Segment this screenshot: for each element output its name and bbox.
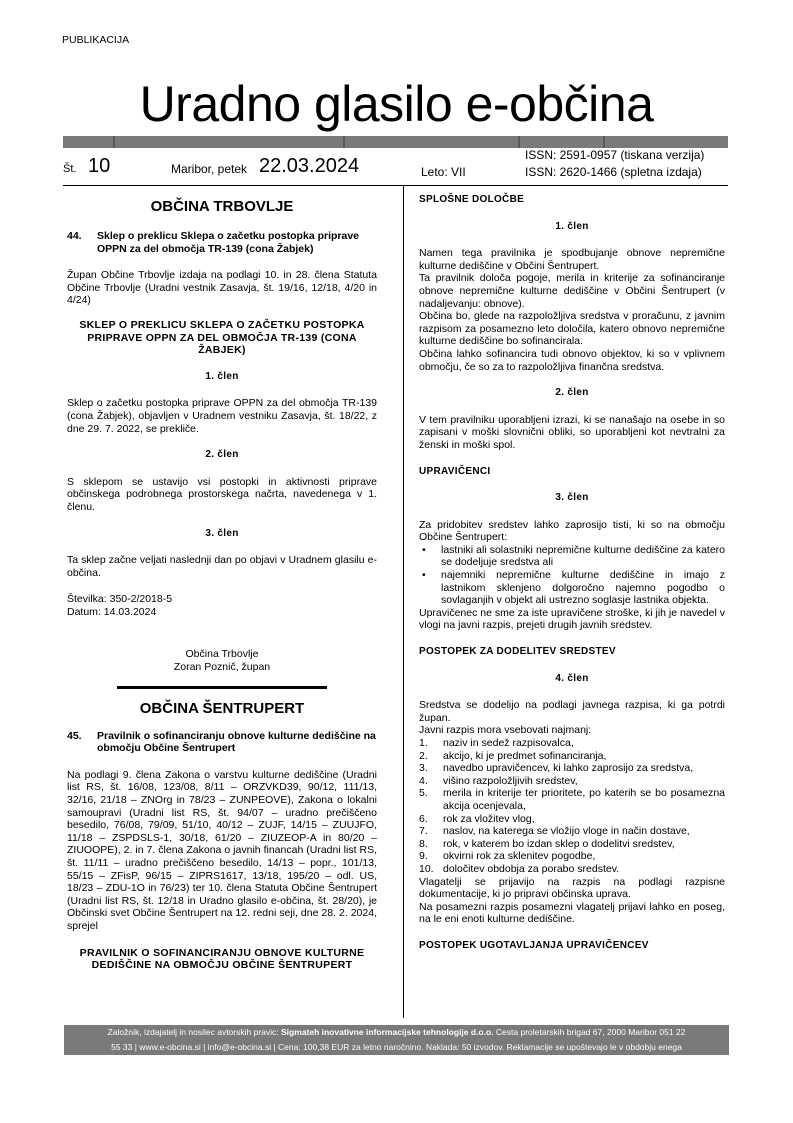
article-4-heading: 4. člen — [555, 672, 589, 684]
footer-line-2: 55 33 | www.e-obcina.si | info@e-obcina.si | Cena: 100,38 EUR za letno naročnino. Naklada: 50 izvodov. Reklamacije se upoštevajo le v obdobju enega — [111, 1042, 682, 1052]
section-separator — [117, 686, 327, 689]
article-1-heading: 1. člen — [555, 220, 589, 232]
item-44-article-3-text: Ta sklep začne veljati naslednji dan po objavi v Uradnem glasilu e-občina. — [67, 554, 377, 579]
article-4-text: Sredstva se dodelijo na podlagi javnega razpisa, ki ga potrdi župan. Javni razpis mora vsebovati najmanj: — [419, 699, 725, 737]
issue-prefix: Št. — [63, 163, 77, 175]
item-45-number: 45. — [67, 729, 82, 742]
item-45 — [67, 730, 377, 755]
title-bar-tick — [518, 136, 520, 148]
issue-header — [63, 148, 728, 183]
list-item: 4. višino razpoložljivih sredstev, — [419, 774, 578, 787]
article-3-after-text: Upravičenec ne sme za iste upravičene stroške, ki jih je navedel v vlogi na javni razpis, prejeti drugih javnih sredstev. — [419, 606, 725, 632]
section-beneficiary-determination: POSTOPEK UGOTAVLJANJA UPRAVIČENCEV — [419, 939, 649, 951]
article-3-bullets — [419, 544, 725, 607]
column-divider — [403, 186, 404, 1018]
list-item: 3. navedbo upravičencev, ki lahko zaprosijo za sredstva, — [419, 762, 694, 775]
list-item: 6. rok za vložitev vlog, — [419, 812, 535, 825]
item-44-article-2-text: S sklepom se ustavijo vsi postopki in aktivnosti priprave občinskega podrobnega prostorskega načrta, navedenega v 1. členu. — [67, 475, 377, 513]
list-item: • lastniki ali solastniki nepremične kulturne dediščine za katero se dodeljuje sredstva ali — [419, 544, 725, 569]
article-1-text: Namen tega pravilnika je spodbujanje obnove nepremične kulturne dediščine v Občini Šentrupert. Ta pravilnik določa pogoje, merila in kriterije za sofinanciranje obnove nepremične kulturne dediščine v Občini Šentrupert (v nadaljevanju: obnove). Občina bo, glede na razpoložljiva sredstva v proračunu, z javnim razpisom za posamezno leto določila, katero obnovo nepremične kulturne dediščine bo sofinancirala. Občina lahko sofinancira tudi obnovo objektov, ki so v vplivnem območju, če so za to razpoložljiva finančna sredstva. — [419, 247, 725, 373]
item-44 — [67, 230, 377, 255]
place-date-prefix: Maribor, petek — [171, 162, 248, 176]
item-44-number-ref: Številka: 350-2/2018-5 — [67, 593, 173, 606]
item-44-article-1-text: Sklep o začetku postopka priprave OPPN za del območja TR-139 (cona Žabjek), objavljen v Uradnem vestniku Zasavja, št. 18/22, z dne 29. 7. 2022, se prekliče. — [67, 397, 377, 435]
article-2-text: V tem pravilniku uporabljeni izrazi, ki se nanašajo na osebe in so zapisani v moški slovnični obliki, so uporabljeni kot nevtralni za ženski in moški spol. — [419, 413, 725, 451]
list-item: 2. akcijo, ki je predmet sofinanciranja, — [419, 749, 607, 762]
gazette-title: Uradno glasilo e-občina — [139, 76, 654, 132]
article-3-text: Za pridobitev sredstev lahko zaprosijo tisti, ki so na območju Občine Šentrupert: — [419, 518, 725, 544]
item-45-intro: Na podlagi 9. člena Zakona o varstvu kulturne dediščine (Uradni list RS, št. 16/08, 123/08, 8/11 – ORZVKD39, 90/12, 111/13, 32/16, 21/18 – ZNOrg in 78/23 – ZUNPEOVE), Zakona o lokalni samoupravi (Uradni list RS, št. 94/07 – uradno prečiščeno besedilo, 76/08, 79/09, 51/10, 40/12 – ZUJF, 14/15 – ZUUJFO, 11/18 – ZSPDSLS-1, 30/18, 61/20 – ZIUZEOP-A in 80/20 – ZIUOOPE), 2. in 7. člena Zakona o javnih financah (Uradni list RS, št. 11/11 – uradno prečiščeno besedilo, 14/13 – popr., 101/13, 55/15 – ZFisP, 96/15 – ZIPRS1617, 13/18, 195/20 – odl. US, 18/23 – ZDU-1O in 76/23) ter 10. člena Statuta Občine Šentrupert (Uradni list RS, št. 12/18 in Uradno glasilo e-občina, št. 28/20), je Občinski svet Občine Šentrupert na 12. redni seji, dne 28. 2. 2024, sprejel — [67, 768, 377, 932]
item-44-signature-municipality: Občina Trbovlje — [185, 648, 259, 661]
item-44-article-1-heading: 1. člen — [205, 370, 239, 382]
item-44-article-3-heading: 3. člen — [205, 527, 239, 539]
item-44-signature-mayor: Zoran Poznič, župan — [173, 661, 271, 674]
item-45-title: Pravilnik o sofinanciranju obnove kulturne dediščine na območju Občine Šentrupert — [97, 729, 376, 755]
left-column — [67, 192, 377, 972]
item-44-article-2-heading: 2. člen — [205, 449, 239, 461]
article-4-after-text: Vlagatelji se prijavijo na razpis na podlagi razpisne dokumentacije, ki jo pripravi občinska uprava. Na posamezni razpis posamezni vlagatelj prijavi lahko en poseg, na le eni enoti kulturne dediščine. — [419, 875, 725, 926]
section-general-provisions: SPLOŠNE DOLOČBE — [419, 194, 525, 205]
header-rule — [63, 185, 728, 186]
title-bar-tick — [603, 136, 605, 148]
municipality-heading-sentrupert: OBČINA ŠENTRUPERT — [139, 699, 305, 717]
item-45-document-title: PRAVILNIK O SOFINANCIRANJU OBNOVE KULTURNE DEDIŠČINE NA OBMOČJU OBČINE ŠENTRUPERT — [79, 946, 365, 972]
publisher-footer — [64, 1025, 729, 1055]
issn-print: ISSN: 2591-0957 (tiskana verzija) — [525, 148, 705, 162]
municipality-heading-trbovlje: OBČINA TRBOVLJE — [150, 198, 294, 215]
article-2-heading: 2. člen — [555, 387, 589, 399]
item-44-title: Sklep o preklicu Sklepa o začetku postopka priprave OPPN za del območja TR-139 (cona Žabjek) — [97, 230, 360, 255]
item-44-intro: Župan Občine Trbovlje izdaja na podlagi 10. in 28. člena Statuta Občine Trbovlje (Uradni vestnik Zasavja, št. 19/16, 12/18, 4/20 in 4/24) — [67, 269, 377, 307]
footer-publisher-name: Sigmateh inovativne informacijske tehnologije d.o.o. — [281, 1027, 494, 1037]
item-44-number: 44. — [67, 230, 82, 242]
section-allocation-procedure: POSTOPEK ZA DODELITEV SREDSTEV — [419, 646, 616, 658]
list-item: 1. naziv in sedež razpisovalca, — [419, 737, 574, 749]
year-label: Leto: VII — [421, 165, 466, 179]
footer-publisher-label: Založnik, izdajatelj in nosilec avtorskih pravic: — [107, 1027, 281, 1037]
item-44-document-title: SKLEP O PREKLICU SKLEPA O ZAČETKU POSTOPKA PRIPRAVE OPPN ZA DEL OBMOČJA TR-139 (CONA ŽABJEK) — [79, 318, 365, 357]
footer-line-1 — [64, 1025, 729, 1040]
section-beneficiaries: UPRAVIČENCI — [419, 465, 491, 477]
list-item: 10. določitev obdobja za porabo sredstev. — [419, 862, 620, 875]
right-column — [419, 192, 725, 953]
list-item: 8. rok, v katerem bo izdan sklep o dodelitvi sredstev, — [419, 837, 675, 850]
list-item: • najemniki nepremične kulturne dediščine in imajo z lastnikom sklenjeno dolgoročno najemno pogodbo o sovlaganjih v objekt ali ustrezno soglasje lastnika objekta. — [419, 569, 725, 607]
title-bar — [63, 136, 728, 148]
list-item: 7. naslov, na katerega se vložijo vloge in način dostave, — [419, 825, 690, 838]
publication-label: PUBLIKACIJA — [62, 34, 130, 46]
article-3-heading: 3. člen — [555, 492, 589, 504]
item-44-date: Datum: 14.03.2024 — [67, 605, 157, 618]
list-item: 5. merila in kriterije ter prioritete, po katerih se bo posamezna akcija ocenjevala, — [419, 787, 725, 812]
list-item: 9. okvirni rok za sklenitev pogodbe, — [419, 850, 596, 863]
issue-date: 22.03.2024 — [259, 155, 360, 177]
issn-online: ISSN: 2620-1466 (spletna izdaja) — [525, 165, 702, 179]
footer-publisher-address: Cesta proletarskih brigad 67, 2000 Maribor 051 22 — [493, 1027, 686, 1037]
title-bar-tick — [343, 136, 345, 148]
issue-number: 10 — [88, 155, 111, 177]
article-4-list — [419, 737, 725, 876]
title-bar-tick — [113, 136, 115, 148]
